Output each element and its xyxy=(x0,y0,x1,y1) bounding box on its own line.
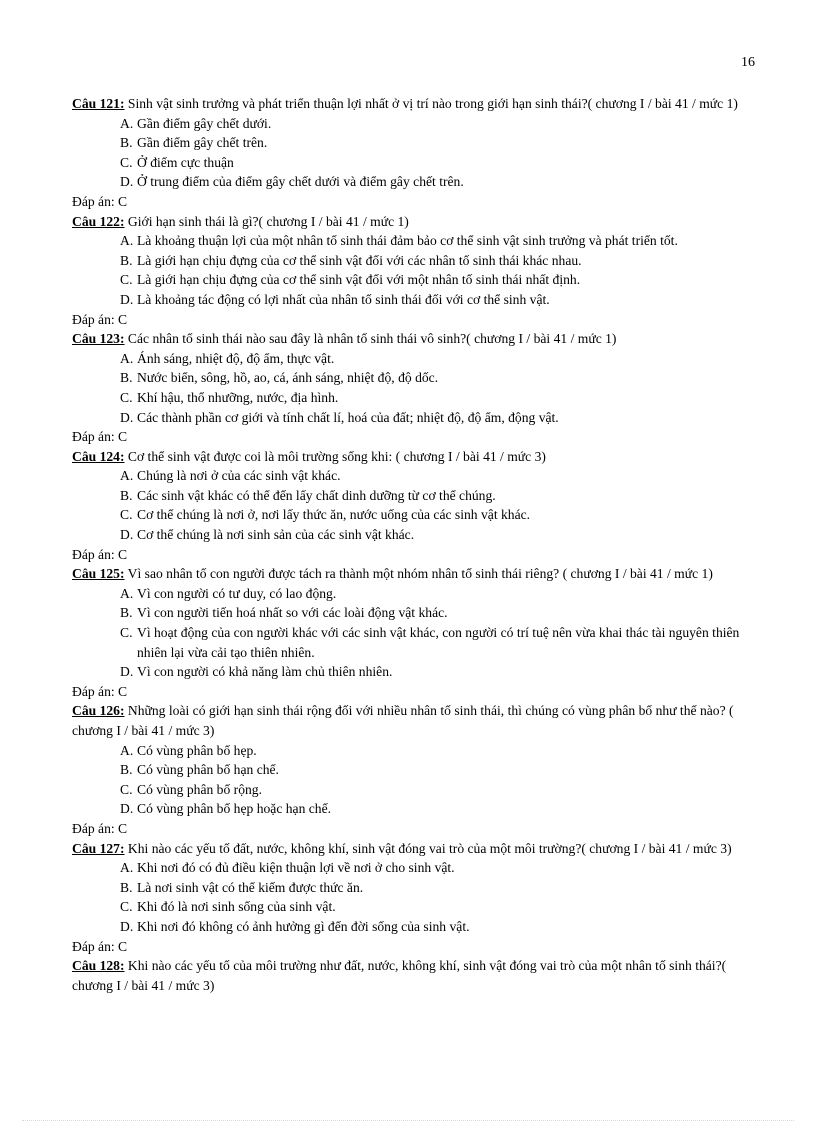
answer-option xyxy=(72,270,756,290)
question-list xyxy=(72,94,756,995)
option-label: A. xyxy=(120,350,134,366)
answer-option xyxy=(72,799,756,819)
answer-options xyxy=(72,231,756,309)
question-number: Câu 122: xyxy=(72,213,125,229)
option-text: Là khoảng thuận lợi của một nhân tố sinh thái đảm bảo cơ thể sinh vật sinh trưởng và phát triển tốt. xyxy=(137,233,678,249)
question-block xyxy=(72,212,756,330)
question-block xyxy=(72,839,756,957)
question-block xyxy=(72,701,756,838)
option-label: D. xyxy=(120,527,134,543)
option-text: Ở điểm cực thuận xyxy=(137,154,234,170)
option-label: A. xyxy=(120,860,134,876)
answer-option xyxy=(72,486,756,506)
question-number: Câu 127: xyxy=(72,840,125,856)
option-text: Ở trung điểm của điểm gây chết dưới và điểm gây chết trên. xyxy=(137,174,464,190)
option-label: D. xyxy=(120,174,134,190)
question-stem xyxy=(72,564,756,584)
option-text: Gần điểm gây chết dưới. xyxy=(137,115,272,131)
answer-options xyxy=(72,858,756,936)
answer-option xyxy=(72,388,756,408)
page-bottom-divider xyxy=(22,1120,794,1121)
answer-option xyxy=(72,897,756,917)
question-block xyxy=(72,956,756,995)
option-text: Có vùng phân bố hạn chế. xyxy=(137,762,279,778)
answer-key: Đáp án: C xyxy=(72,193,128,209)
question-stem xyxy=(72,329,756,349)
answer-option xyxy=(72,349,756,369)
question-text: Khi nào các yếu tố của môi trường như đất, nước, không khí, sinh vật đóng vai trò của một nhân tố sinh thái?( chương I / bài 41 / mức 3) xyxy=(72,958,727,993)
option-label: A. xyxy=(120,742,134,758)
question-text: Vì sao nhân tố con người được tách ra thành một nhóm nhân tố sinh thái riêng? ( chương I / bài 41 / mức 1) xyxy=(127,566,713,582)
answer-key: Đáp án: C xyxy=(72,938,128,954)
answer-key: Đáp án: C xyxy=(72,820,128,836)
option-label: B. xyxy=(120,370,133,386)
option-label: D. xyxy=(120,918,134,934)
answer-option xyxy=(72,368,756,388)
question-number: Câu 123: xyxy=(72,331,125,347)
option-text: Có vùng phân bố rộng. xyxy=(137,781,262,797)
option-text: Là giới hạn chịu đựng của cơ thể sinh vật đối với các nhân tố sinh thái khác nhau. xyxy=(137,252,582,268)
question-block xyxy=(72,447,756,565)
question-stem xyxy=(72,212,756,232)
question-stem xyxy=(72,701,756,740)
option-label: C. xyxy=(120,507,133,523)
answer-option xyxy=(72,858,756,878)
answer-option xyxy=(72,780,756,800)
answer-option xyxy=(72,741,756,761)
answer-option xyxy=(72,584,756,604)
option-text: Gần điểm gây chết trên. xyxy=(137,135,268,151)
option-text: Khi nơi đó không có ảnh hưởng gì đến đời sống của sinh vật. xyxy=(137,918,470,934)
option-text: Khi đó là nơi sinh sống của sinh vật. xyxy=(137,899,336,915)
question-stem xyxy=(72,839,756,859)
option-text: Chúng là nơi ở của các sinh vật khác. xyxy=(137,468,341,484)
question-text: Sinh vật sinh trưởng và phát triển thuận lợi nhất ở vị trí nào trong giới hạn sinh thái?( chương I / bài 41 / mức 1) xyxy=(127,96,738,111)
question-stem xyxy=(72,447,756,467)
question-text: Những loài có giới hạn sinh thái rộng đối với nhiều nhân tố sinh thái, thì chúng có vùng phân bố như thế nào? ( chương I / bài 41 / mức 3) xyxy=(72,703,734,738)
answer-options xyxy=(72,349,756,427)
question-text: Giới hạn sinh thái là gì?( chương I / bài 41 / mức 1) xyxy=(127,213,409,229)
option-text: Khí hậu, thổ nhưỡng, nước, địa hình. xyxy=(137,389,339,405)
question-block xyxy=(72,564,756,701)
question-block xyxy=(72,94,756,212)
option-text: Ánh sáng, nhiệt độ, độ ẩm, thực vật. xyxy=(137,350,335,366)
question-number: Câu 126: xyxy=(72,703,125,719)
option-label: C. xyxy=(120,625,133,641)
option-label: B. xyxy=(120,605,133,621)
option-label: D. xyxy=(120,801,134,817)
question-text: Cơ thể sinh vật được coi là môi trường sống khi: ( chương I / bài 41 / mức 3) xyxy=(127,448,546,464)
option-label: B. xyxy=(120,762,133,778)
answer-option xyxy=(72,466,756,486)
answer-key: Đáp án: C xyxy=(72,683,128,699)
question-stem xyxy=(72,94,756,114)
question-block xyxy=(72,329,756,447)
option-text: Là giới hạn chịu đựng của cơ thể sinh vật đối với một nhân tố sinh thái nhất định. xyxy=(137,272,581,288)
option-text: Là nơi sinh vật có thể kiếm được thức ăn. xyxy=(137,879,364,895)
option-label: C. xyxy=(120,389,133,405)
answer-options xyxy=(72,584,756,682)
answer-option xyxy=(72,408,756,428)
answer-option xyxy=(72,290,756,310)
option-label: C. xyxy=(120,781,133,797)
option-text: Cơ thể chúng là nơi ở, nơi lấy thức ăn, nước uống của các sinh vật khác. xyxy=(137,507,531,523)
question-number: Câu 128: xyxy=(72,958,125,974)
option-text: Các thành phần cơ giới và tính chất lí, hoá của đất; nhiệt độ, độ ẩm, động vật. xyxy=(137,409,559,425)
option-text: Có vùng phân bố hẹp hoặc hạn chế. xyxy=(137,801,332,817)
question-text: Khi nào các yếu tố đất, nước, không khí, sinh vật đóng vai trò của một môi trường?( chương I / bài 41 / mức 3) xyxy=(127,840,732,856)
answer-option xyxy=(72,251,756,271)
question-number: Câu 124: xyxy=(72,448,125,464)
question-number: Câu 125: xyxy=(72,566,125,582)
option-label: D. xyxy=(120,664,134,680)
option-label: B. xyxy=(120,487,133,503)
option-label: C. xyxy=(120,154,133,170)
answer-key: Đáp án: C xyxy=(72,546,128,562)
option-label: A. xyxy=(120,468,134,484)
option-text: Cơ thể chúng là nơi sinh sản của các sinh vật khác. xyxy=(137,527,415,543)
question-text: Các nhân tố sinh thái nào sau đây là nhân tố sinh thái vô sinh?( chương I / bài 41 / mức 1) xyxy=(127,331,617,347)
option-text: Có vùng phân bố hẹp. xyxy=(137,742,257,758)
option-label: A. xyxy=(120,233,134,249)
option-label: B. xyxy=(120,252,133,268)
answer-options xyxy=(72,741,756,819)
option-text: Nước biển, sông, hồ, ao, cá, ánh sáng, nhiệt độ, độ dốc. xyxy=(137,370,439,386)
question-number: Câu 121: xyxy=(72,96,125,111)
option-label: C. xyxy=(120,899,133,915)
option-label: B. xyxy=(120,135,133,151)
answer-option xyxy=(72,172,756,192)
option-text: Vì con người tiến hoá nhất so với các loài động vật khác. xyxy=(137,605,448,621)
answer-options xyxy=(72,466,756,544)
page-number: 16 xyxy=(741,55,755,70)
answer-option xyxy=(72,878,756,898)
answer-key: Đáp án: C xyxy=(72,429,128,445)
option-label: C. xyxy=(120,272,133,288)
option-label: B. xyxy=(120,879,133,895)
option-label: D. xyxy=(120,409,134,425)
option-text: Vì con người có khả năng làm chủ thiên nhiên. xyxy=(137,664,393,680)
answer-option xyxy=(72,760,756,780)
answer-option xyxy=(72,133,756,153)
answer-option xyxy=(72,153,756,173)
question-stem xyxy=(72,956,756,995)
option-label: A. xyxy=(120,585,134,601)
option-text: Các sinh vật khác có thể đến lấy chất dinh dưỡng từ cơ thể chúng. xyxy=(137,487,496,503)
option-label: A. xyxy=(120,115,134,131)
answer-option xyxy=(72,917,756,937)
answer-option xyxy=(72,505,756,525)
answer-option xyxy=(72,603,756,623)
option-text: Vì con người có tư duy, có lao động. xyxy=(137,585,337,601)
option-label: D. xyxy=(120,291,134,307)
answer-option xyxy=(72,662,756,682)
option-text: Vì hoạt động của con người khác với các sinh vật khác, con người có trí tuệ nên vừa khai thác tài nguyên thiên nhiên lại vừa cải tạo thiên nhiên. xyxy=(137,625,740,660)
answer-key: Đáp án: C xyxy=(72,311,128,327)
answer-option xyxy=(72,525,756,545)
answer-option xyxy=(72,231,756,251)
option-text: Khi nơi đó có đủ điều kiện thuận lợi về nơi ở cho sinh vật. xyxy=(137,860,455,876)
option-text: Là khoảng tác động có lợi nhất của nhân tố sinh thái đối với cơ thể sinh vật. xyxy=(137,291,550,307)
answer-options xyxy=(72,114,756,192)
answer-option xyxy=(72,623,756,662)
answer-option xyxy=(72,114,756,134)
